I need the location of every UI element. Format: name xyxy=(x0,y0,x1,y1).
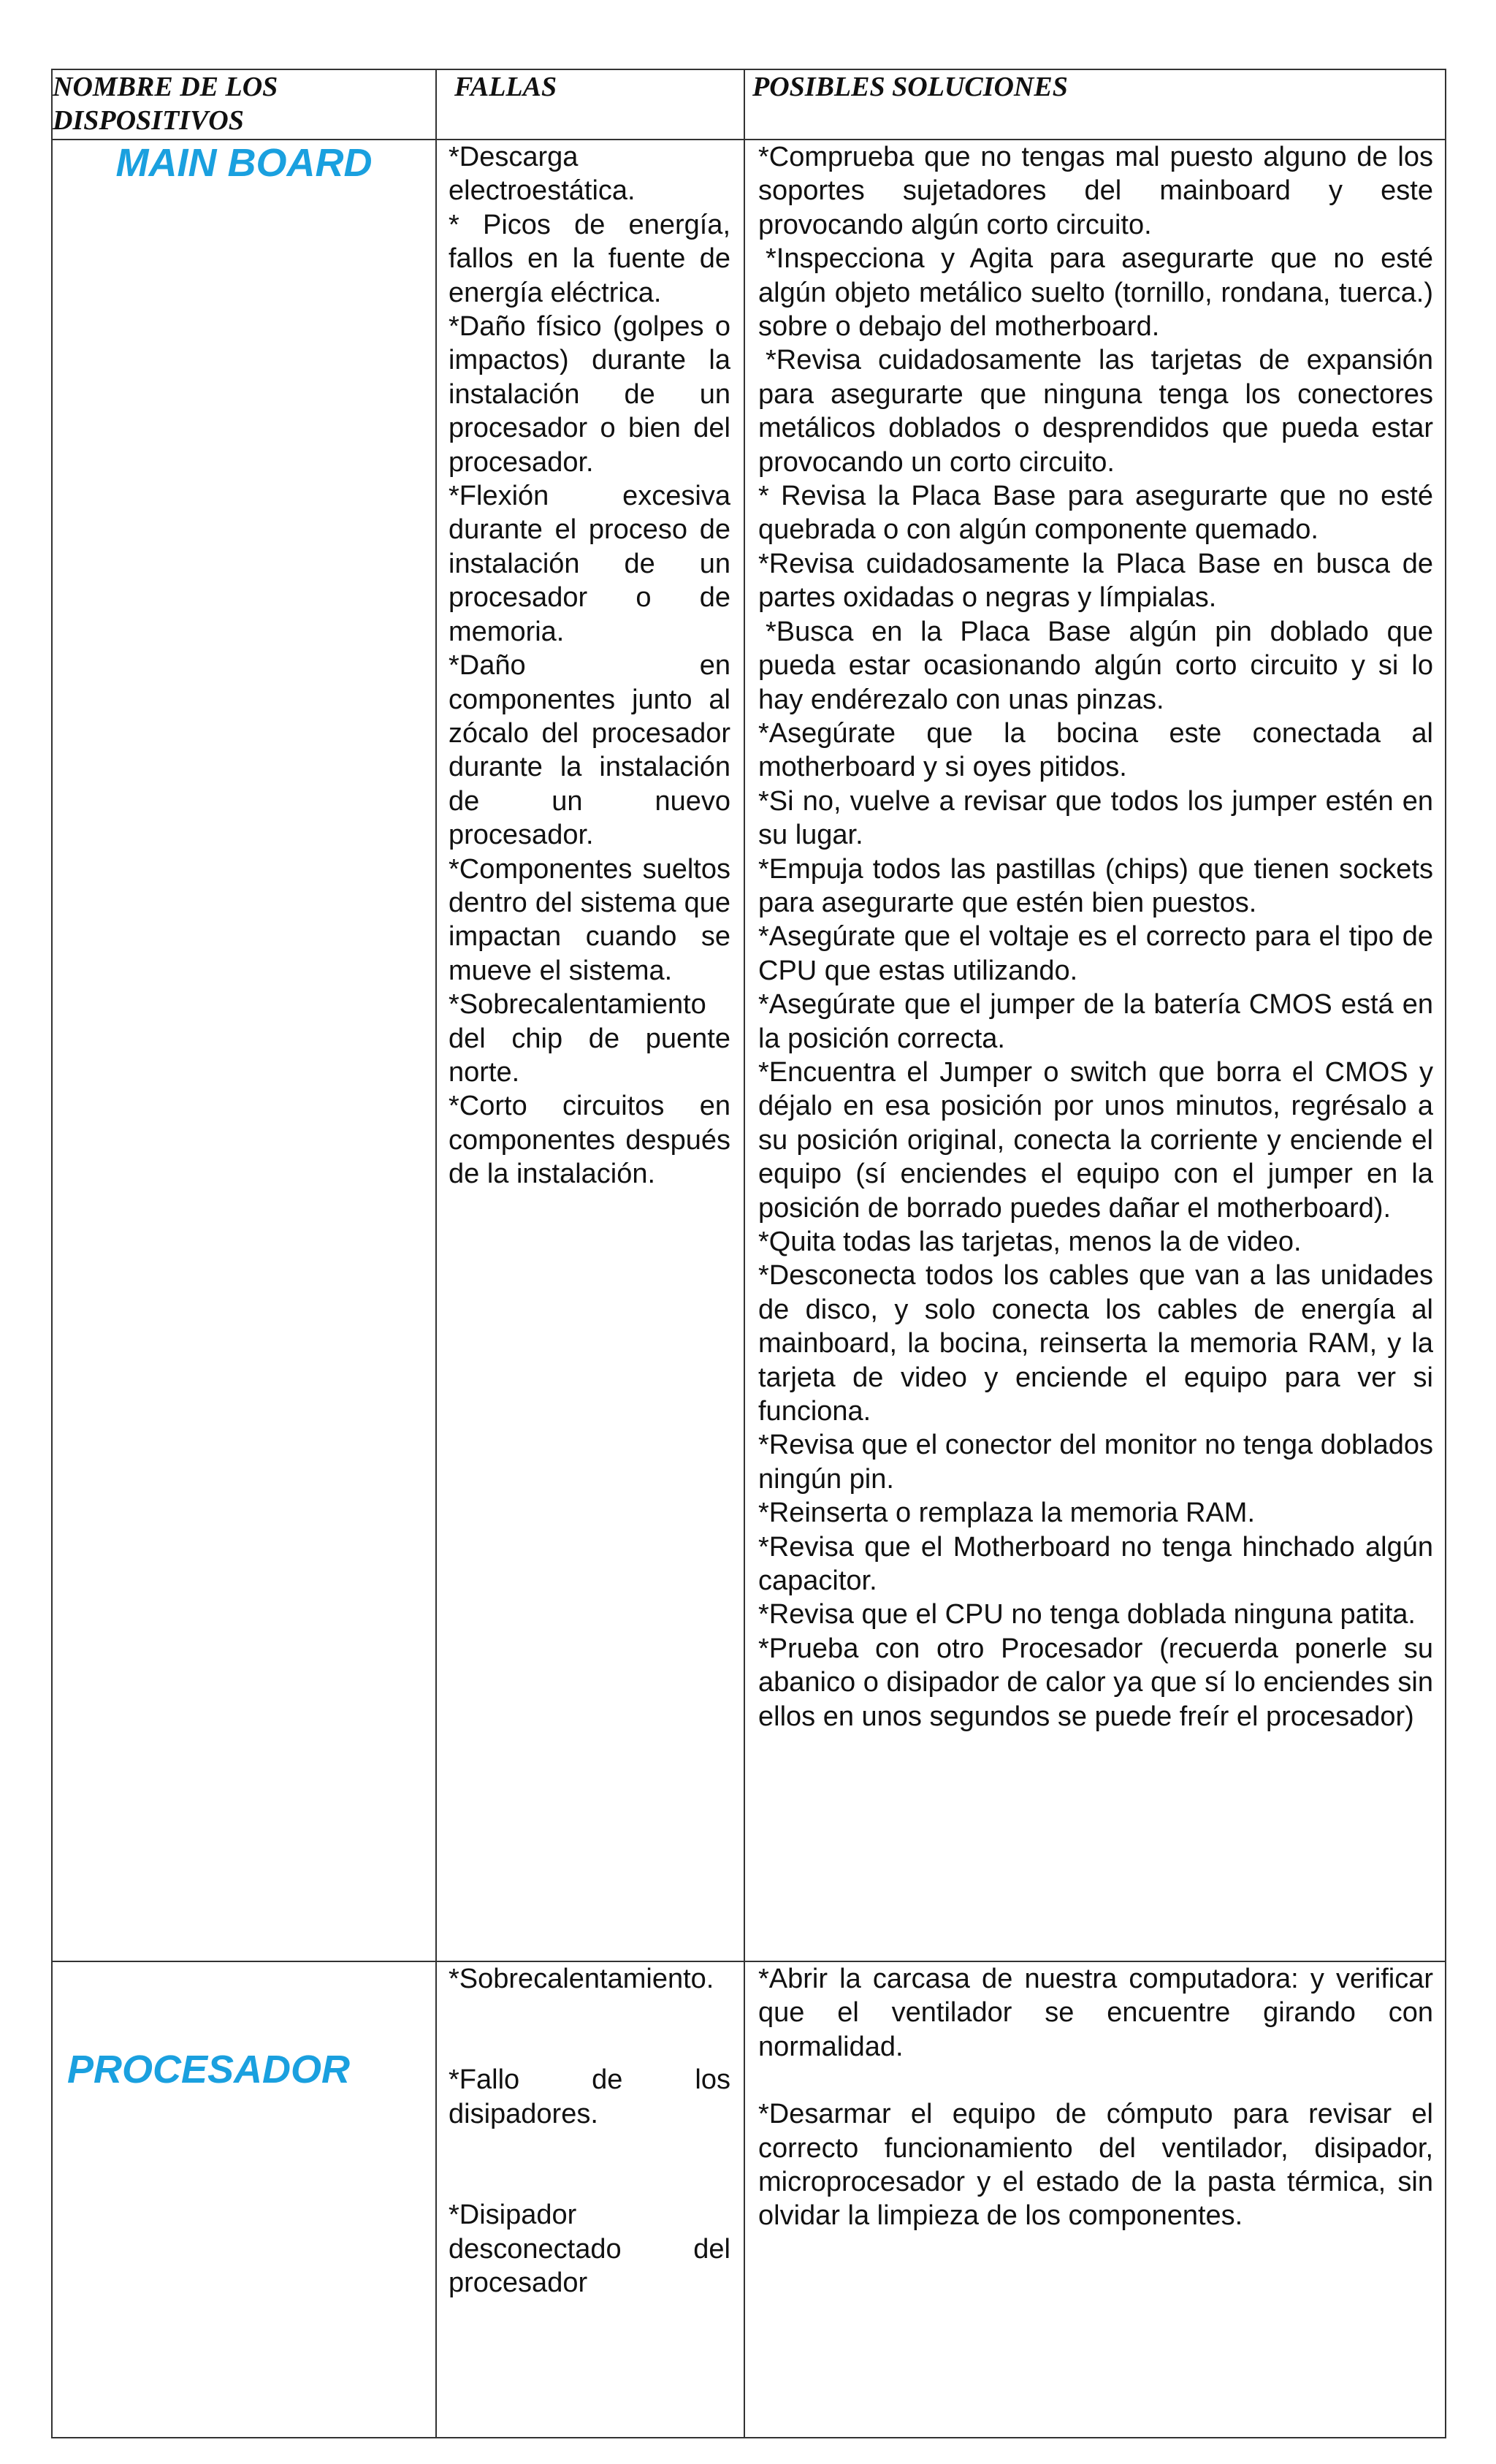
list-item: *Asegúrate que la bocina este conectada al motherboard y si oyes pitidos. xyxy=(758,717,1433,783)
table-row-procesador xyxy=(52,1961,1446,2438)
device-cell-procesador xyxy=(52,1961,436,2438)
list-item: *Corto circuitos en componentes después de la instalación. xyxy=(449,1091,730,1190)
device-name-procesador: PROCESADOR xyxy=(67,2048,351,2091)
soluciones-cell-main-board xyxy=(744,140,1446,1961)
fallas-cell-main-board xyxy=(436,140,744,1961)
list-item: *Revisa que el conector del monitor no tenga doblados ningún pin. xyxy=(758,1430,1433,1495)
list-item: *Revisa cuidadosamente las tarjetas de expansión para asegurarte que ninguna tenga los conectores metálicos doblados o desprendidos que pueda estar provocando un corto circuito. xyxy=(758,345,1433,478)
list-item: *Fallo de los disipadores. xyxy=(449,2064,730,2129)
list-item: *Comprueba que no tengas mal puesto alguno de los soportes sujetadores del mainboard y este provocando algún corto circuito. xyxy=(758,142,1433,240)
soluciones-cell-procesador xyxy=(744,1961,1446,2438)
list-item: *Sobrecalentamiento. xyxy=(449,1964,714,1994)
list-item: *Quita todas las tarjetas, menos la de video. xyxy=(758,1227,1302,1257)
list-item: *Reinserta o remplaza la memoria RAM. xyxy=(758,1498,1256,1529)
list-item: *Desarmar el equipo de cómputo para revisar el correcto funcionamiento del ventilador, disipador, microprocesador y el estado de la pasta térmica, sin olvidar la limpieza de los componentes. xyxy=(758,2099,1433,2232)
device-name-main-board: MAIN BOARD xyxy=(115,141,373,185)
list-item: *Disipador desconectado del procesador xyxy=(449,2200,730,2299)
list-item: *Busca en la Placa Base algún pin doblado que pueda estar ocasionando algún corto circuito y si lo hay endérezalo con unas pinzas. xyxy=(758,616,1433,715)
device-cell-main-board xyxy=(52,140,436,1961)
list-item: *Flexión excesiva durante el proceso de instalación de un procesador o de memoria. xyxy=(449,481,730,647)
list-item: *Empuja todos las pastillas (chips) que tienen sockets para asegurarte que estén bien puestos. xyxy=(758,853,1433,918)
list-item: *Prueba con otro Procesador (recuerda ponerle su abanico o disipador de calor ya que sí lo enciendes sin ellos en unos segundos se puede freír el procesador) xyxy=(758,1633,1433,1732)
list-item: *Revisa cuidadosamente la Placa Base en busca de partes oxidadas o negras y límpialas. xyxy=(758,548,1433,614)
list-item: *Daño físico (golpes o impactos) durante la instalación de un procesador o bien del procesador. xyxy=(449,311,730,478)
list-item: *Abrir la carcasa de nuestra computadora: y verificar que el ventilador se encuentre girando con normalidad. xyxy=(758,1964,1433,2062)
list-item: *Desconecta todos los cables que van a las unidades de disco, y solo conecta los cables de energía al mainboard, la bocina, reinserta la memoria RAM, y la tarjeta de video y enciende el equipo para ver si funciona. xyxy=(758,1260,1433,1427)
fallas-cell-procesador xyxy=(436,1961,744,2438)
list-item: *Inspecciona y Agita para asegurarte que no esté algún objeto metálico suelto (tornillo, rondana, tuerca.) sobre o debajo del motherboard. xyxy=(758,243,1433,343)
list-item: *Asegúrate que el jumper de la batería CMOS está en la posición correcta. xyxy=(758,989,1433,1054)
header-soluciones: POSIBLES SOLUCIONES xyxy=(744,69,1446,140)
list-item: *Descarga electroestática. xyxy=(449,142,636,207)
list-item: *Revisa que el Motherboard no tenga hinchado algún capacitor. xyxy=(758,1531,1433,1597)
header-device: NOMBRE DE LOS DISPOSITIVOS xyxy=(52,69,436,140)
list-item: * Revisa la Placa Base para asegurarte que no esté quebrada o con algún componente quemado. xyxy=(758,481,1433,546)
list-item: *Componentes sueltos dentro del sistema que impactan cuando se mueve el sistema. xyxy=(449,853,730,986)
list-item: *Sobrecalentamiento del chip de puente norte. xyxy=(449,989,730,1088)
list-item: *Asegúrate que el voltaje es el correcto para el tipo de CPU que estas utilizando. xyxy=(758,921,1433,986)
table-row-main-board xyxy=(52,140,1446,1961)
list-item: *Encuentra el Jumper o switch que borra el CMOS y déjalo en esa posición por unos minutos, regrésalo a su posición original, conecta la corriente y enciende el equipo (sí enciendes el equipo con el jumper en la posición de borrado puedes dañar el motherboard). xyxy=(758,1056,1433,1224)
devices-table xyxy=(51,69,1446,2438)
header-row xyxy=(52,69,1446,140)
list-item: *Daño en componentes junto al zócalo del procesador durante la instalación de un nuevo procesador. xyxy=(449,650,730,851)
header-fallas: FALLAS xyxy=(436,69,744,140)
list-item: *Si no, vuelve a revisar que todos los jumper estén en su lugar. xyxy=(758,785,1433,851)
list-item: * Picos de energía, fallos en la fuente de energía eléctrica. xyxy=(449,209,730,308)
list-item: *Revisa que el CPU no tenga doblada ninguna patita. xyxy=(758,1599,1416,1630)
